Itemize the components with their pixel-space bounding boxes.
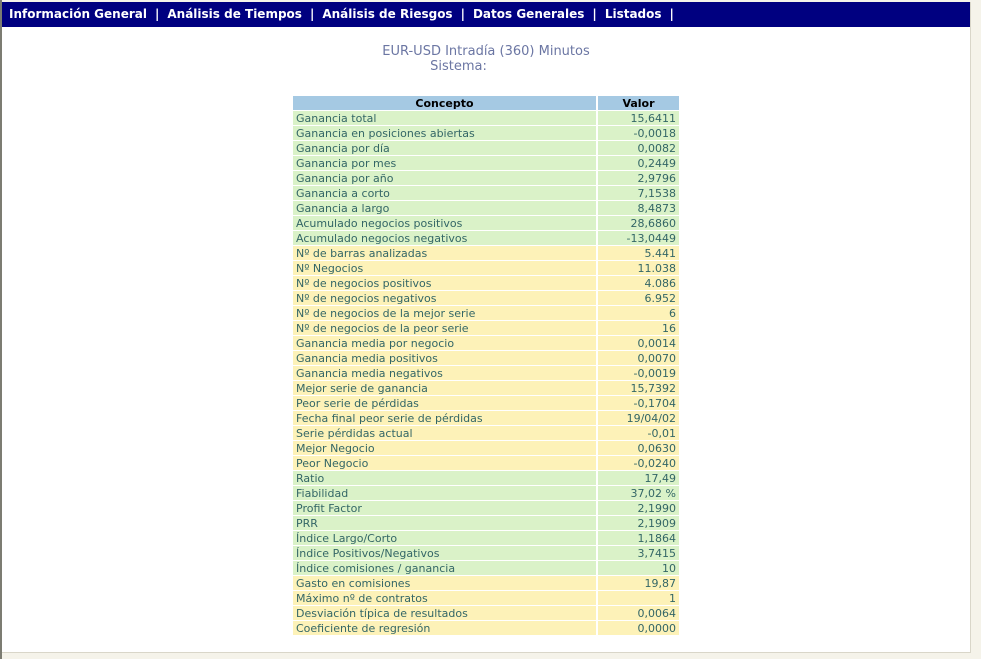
concept-cell: Nº de negocios de la peor serie (293, 321, 596, 335)
concept-cell: Peor Negocio (293, 456, 596, 470)
nav-item-listados[interactable]: Listados (604, 7, 662, 21)
value-cell: 17,49 (598, 471, 679, 485)
value-cell: 16 (598, 321, 679, 335)
concept-cell: Nº de barras analizadas (293, 246, 596, 260)
table-row (293, 186, 679, 200)
table-row (293, 261, 679, 275)
value-cell: 6 (598, 306, 679, 320)
concept-cell: Ganancia en posiciones abiertas (293, 126, 596, 140)
table-row (293, 531, 679, 545)
concept-cell: Ganancia por mes (293, 156, 596, 170)
concept-cell: Mejor Negocio (293, 441, 596, 455)
value-cell: 7,1538 (598, 186, 679, 200)
value-cell: 11.038 (598, 261, 679, 275)
column-header-valor: Valor (598, 96, 679, 110)
value-cell: 0,0064 (598, 606, 679, 620)
concept-cell: Serie pérdidas actual (293, 426, 596, 440)
concept-cell: Ganancia a corto (293, 186, 596, 200)
value-cell: 2,9796 (598, 171, 679, 185)
value-cell: 0,0630 (598, 441, 679, 455)
concept-cell: Nº de negocios de la mejor serie (293, 306, 596, 320)
column-header-concepto: Concepto (293, 96, 596, 110)
value-cell: 0,0082 (598, 141, 679, 155)
concept-cell: Peor serie de pérdidas (293, 396, 596, 410)
table-row (293, 351, 679, 365)
table-row (293, 126, 679, 140)
value-cell: -0,1704 (598, 396, 679, 410)
page-title: EUR-USD Intradía (360) Minutos (382, 44, 590, 59)
nav-separator: | (669, 7, 674, 21)
table-row (293, 231, 679, 245)
value-cell: -0,0018 (598, 126, 679, 140)
concept-cell: Ganancia por día (293, 141, 596, 155)
value-cell: 15,6411 (598, 111, 679, 125)
concept-cell: Profit Factor (293, 501, 596, 515)
table-row (293, 141, 679, 155)
concept-cell: Desviación típica de resultados (293, 606, 596, 620)
value-cell: -0,0240 (598, 456, 679, 470)
value-cell: -0,01 (598, 426, 679, 440)
nav-item-informacion-general[interactable]: Información General (9, 7, 147, 21)
nav-separator: | (309, 7, 315, 21)
concept-cell: Índice comisiones / ganancia (293, 561, 596, 575)
value-cell: 4.086 (598, 276, 679, 290)
concept-cell: Ganancia media negativos (293, 366, 596, 380)
concept-cell: Nº de negocios positivos (293, 276, 596, 290)
table-row (293, 171, 679, 185)
table-row (293, 411, 679, 425)
concept-cell: Fiabilidad (293, 486, 596, 500)
table-row (293, 276, 679, 290)
table-row (293, 381, 679, 395)
concept-cell: Gasto en comisiones (293, 576, 596, 590)
value-cell: 6.952 (598, 291, 679, 305)
nav-item-analisis-de-tiempos[interactable]: Análisis de Tiempos (167, 7, 302, 21)
stats-table-body (293, 111, 679, 635)
value-cell: 2,1909 (598, 516, 679, 530)
concept-cell: Ratio (293, 471, 596, 485)
concept-cell: Nº Negocios (293, 261, 596, 275)
table-row (293, 201, 679, 215)
nav-separator: | (592, 7, 597, 21)
table-row (293, 396, 679, 410)
nav-item-datos-generales[interactable]: Datos Generales (472, 7, 585, 21)
value-cell: 10 (598, 561, 679, 575)
concept-cell: Índice Largo/Corto (293, 531, 596, 545)
value-cell: 28,6860 (598, 216, 679, 230)
value-cell: 19/04/02 (598, 411, 679, 425)
concept-cell: Ganancia media positivos (293, 351, 596, 365)
menu-bar (2, 2, 970, 27)
value-cell: 1,1864 (598, 531, 679, 545)
table-row (293, 426, 679, 440)
table-row (293, 591, 679, 605)
concept-cell: Acumulado negocios positivos (293, 216, 596, 230)
concept-cell: Fecha final peor serie de pérdidas (293, 411, 596, 425)
nav-separator: | (460, 7, 465, 21)
concept-cell: Ganancia a largo (293, 201, 596, 215)
report-window (2, 2, 971, 653)
concept-cell: Acumulado negocios negativos (293, 231, 596, 245)
value-cell: -13,0449 (598, 231, 679, 245)
concept-cell: Ganancia por año (293, 171, 596, 185)
table-row (293, 471, 679, 485)
concept-cell: Ganancia media por negocio (293, 336, 596, 350)
value-cell: 1 (598, 591, 679, 605)
value-cell: 0,0000 (598, 621, 679, 635)
concept-cell: Índice Positivos/Negativos (293, 546, 596, 560)
system-label: Sistema: (430, 59, 487, 74)
concept-cell: PRR (293, 516, 596, 530)
value-cell: 3,7415 (598, 546, 679, 560)
table-row (293, 486, 679, 500)
value-cell: 19,87 (598, 576, 679, 590)
table-row (293, 216, 679, 230)
concept-cell: Nº de negocios negativos (293, 291, 596, 305)
stats-table (291, 95, 681, 636)
value-cell: 0,2449 (598, 156, 679, 170)
table-row (293, 321, 679, 335)
table-row (293, 366, 679, 380)
table-row (293, 291, 679, 305)
table-row (293, 546, 679, 560)
table-header-row (293, 96, 679, 110)
table-row (293, 336, 679, 350)
table-row (293, 576, 679, 590)
value-cell: 8,4873 (598, 201, 679, 215)
table-row (293, 246, 679, 260)
concept-cell: Mejor serie de ganancia (293, 381, 596, 395)
table-row (293, 441, 679, 455)
table-row (293, 561, 679, 575)
report-header (2, 44, 970, 74)
table-row (293, 501, 679, 515)
concept-cell: Coeficiente de regresión (293, 621, 596, 635)
table-row (293, 456, 679, 470)
value-cell: 15,7392 (598, 381, 679, 395)
value-cell: 5.441 (598, 246, 679, 260)
value-cell: 2,1990 (598, 501, 679, 515)
table-row (293, 111, 679, 125)
table-row (293, 516, 679, 530)
nav-item-analisis-de-riesgos[interactable]: Análisis de Riesgos (322, 7, 453, 21)
value-cell: 37,02 % (598, 486, 679, 500)
concept-cell: Ganancia total (293, 111, 596, 125)
nav-separator: | (154, 7, 160, 21)
value-cell: 0,0070 (598, 351, 679, 365)
value-cell: 0,0014 (598, 336, 679, 350)
table-row (293, 621, 679, 635)
concept-cell: Máximo nº de contratos (293, 591, 596, 605)
table-row (293, 606, 679, 620)
table-row (293, 306, 679, 320)
table-row (293, 156, 679, 170)
value-cell: -0,0019 (598, 366, 679, 380)
